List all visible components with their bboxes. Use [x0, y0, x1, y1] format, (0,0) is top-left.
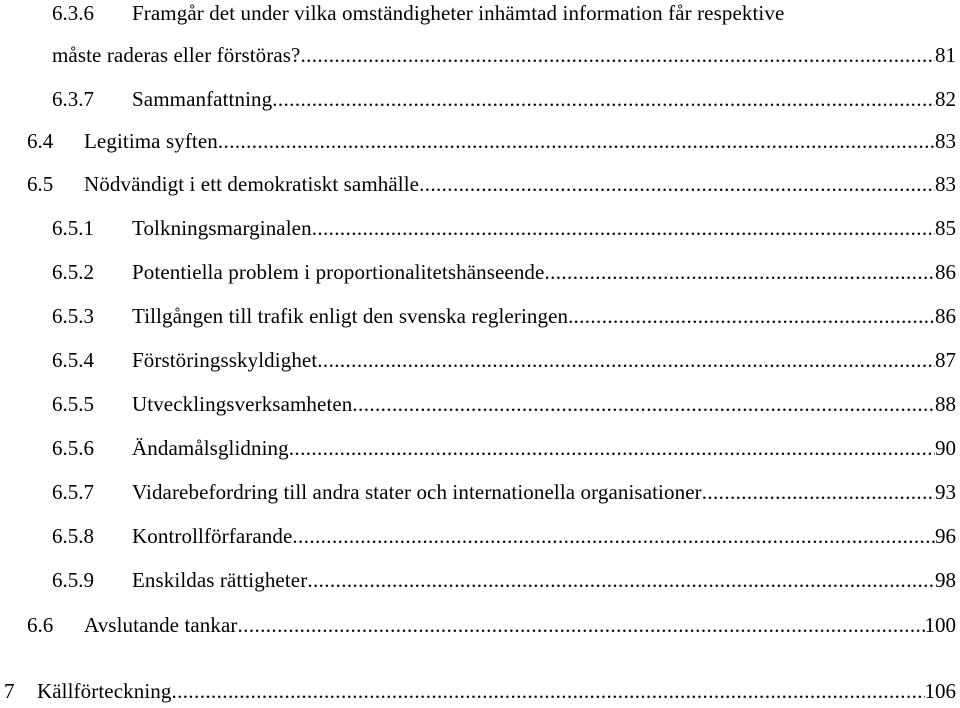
toc-entry-number: 6.5 — [27, 172, 54, 196]
toc-entry-6-3-7[interactable] — [52, 85, 956, 113]
toc-entry-title: Enskildas rättigheter — [132, 568, 308, 592]
dot-leader — [307, 566, 935, 594]
toc-entry-page: 86 — [935, 304, 956, 328]
toc-entry-6-5-1[interactable] — [52, 214, 956, 242]
dot-leader — [292, 522, 935, 550]
toc-entry-page: 83 — [935, 172, 956, 196]
toc-entry-7[interactable] — [4, 677, 956, 705]
toc-entry-6-5-7[interactable] — [52, 478, 956, 506]
toc-entry-title: måste raderas eller förstöras? — [52, 43, 301, 67]
toc-entry-number: 6.5.1 — [52, 216, 94, 240]
toc-entry-title: Avslutande tankar — [84, 613, 238, 637]
toc-entry-title: Utvecklingsverksamheten — [132, 392, 353, 416]
toc-entry-6-3-6[interactable] — [52, 0, 956, 27]
toc-entry-number: 6.5.5 — [52, 392, 94, 416]
toc-entry-title: Sammanfattning — [132, 87, 273, 111]
toc-entry-title: Tolkningsmarginalen — [132, 216, 312, 240]
dot-leader — [317, 346, 935, 374]
dot-leader — [238, 611, 925, 639]
toc-entry-number: 6.3.7 — [52, 87, 94, 111]
toc-entry-page: 86 — [935, 260, 956, 284]
toc-entry-6-5-4[interactable] — [52, 346, 956, 374]
dot-leader — [218, 127, 935, 155]
dot-leader — [352, 390, 935, 418]
toc-entry-page: 106 — [924, 679, 956, 703]
toc-entry-page: 98 — [935, 568, 956, 592]
dot-leader — [573, 302, 935, 330]
dot-leader — [702, 478, 935, 506]
toc-entry-number: 6.3.6 — [52, 1, 94, 25]
toc-entry-title: Tillgången till trafik enligt den svenska regleringen. — [132, 304, 574, 328]
toc-entry-page: 88 — [935, 392, 956, 416]
dot-leader — [544, 258, 935, 286]
toc-entry-page: 87 — [935, 348, 956, 372]
toc-entry-6-3-6-continued[interactable] — [52, 41, 956, 69]
toc-entry-number: 6.5.3 — [52, 304, 94, 328]
dot-leader — [272, 85, 935, 113]
toc-entry-page: 93 — [935, 480, 956, 504]
toc-entry-6-5-8[interactable] — [52, 522, 956, 550]
toc-entry-page: 81 — [935, 43, 956, 67]
toc-entry-number: 6.6 — [27, 613, 54, 637]
toc-entry-number: 6.4 — [27, 129, 54, 153]
toc-entry-page: 100 — [924, 613, 956, 637]
toc-entry-6-5-5[interactable] — [52, 390, 956, 418]
dot-leader — [419, 170, 935, 198]
toc-entry-title: Förstöringsskyldighet — [132, 348, 318, 372]
toc-entry-6-5-2[interactable] — [52, 258, 956, 286]
toc-entry-6-5-6[interactable] — [52, 434, 956, 462]
toc-entry-page: 82 — [935, 87, 956, 111]
dot-leader — [171, 677, 924, 705]
toc-entry-number: 6.5.8 — [52, 524, 94, 548]
toc-entry-number: 6.5.2 — [52, 260, 94, 284]
toc-entry-title: Kontrollförfarande — [132, 524, 293, 548]
toc-entry-number: 6.5.7 — [52, 480, 94, 504]
toc-entry-title: Framgår det under vilka omständigheter inhämtad information får respektive — [132, 1, 785, 25]
toc-entry-title: Potentiella problem i proportionalitetshänseende — [132, 260, 545, 284]
toc-entry-6-4[interactable] — [27, 127, 956, 155]
toc-entry-title: Källförteckning — [37, 679, 172, 703]
toc-entry-title: Ändamålsglidning — [132, 436, 289, 460]
toc-entry-6-5[interactable] — [27, 170, 956, 198]
toc-entry-number: 6.5.9 — [52, 568, 94, 592]
toc-entry-title: Legitima syften — [84, 129, 218, 153]
toc-entry-6-5-9[interactable] — [52, 566, 956, 594]
toc-entry-page: 83 — [935, 129, 956, 153]
toc-entry-6-5-3[interactable] — [52, 302, 956, 330]
toc-entry-number: 6.5.4 — [52, 348, 94, 372]
dot-leader — [300, 41, 935, 69]
toc-entry-page: 90 — [935, 436, 956, 460]
toc-entry-title: Nödvändigt i ett demokratiskt samhälle — [84, 172, 420, 196]
toc-entry-title: Vidarebefordring till andra stater och internationella organisationer — [132, 480, 702, 504]
toc-entry-6-6[interactable] — [27, 611, 956, 639]
toc-entry-number: 6.5.6 — [52, 436, 94, 460]
toc-entry-page: 96 — [935, 524, 956, 548]
toc-entry-number: 7 — [4, 679, 15, 703]
dot-leader — [312, 214, 935, 242]
dot-leader — [289, 434, 935, 462]
toc-entry-page: 85 — [935, 216, 956, 240]
